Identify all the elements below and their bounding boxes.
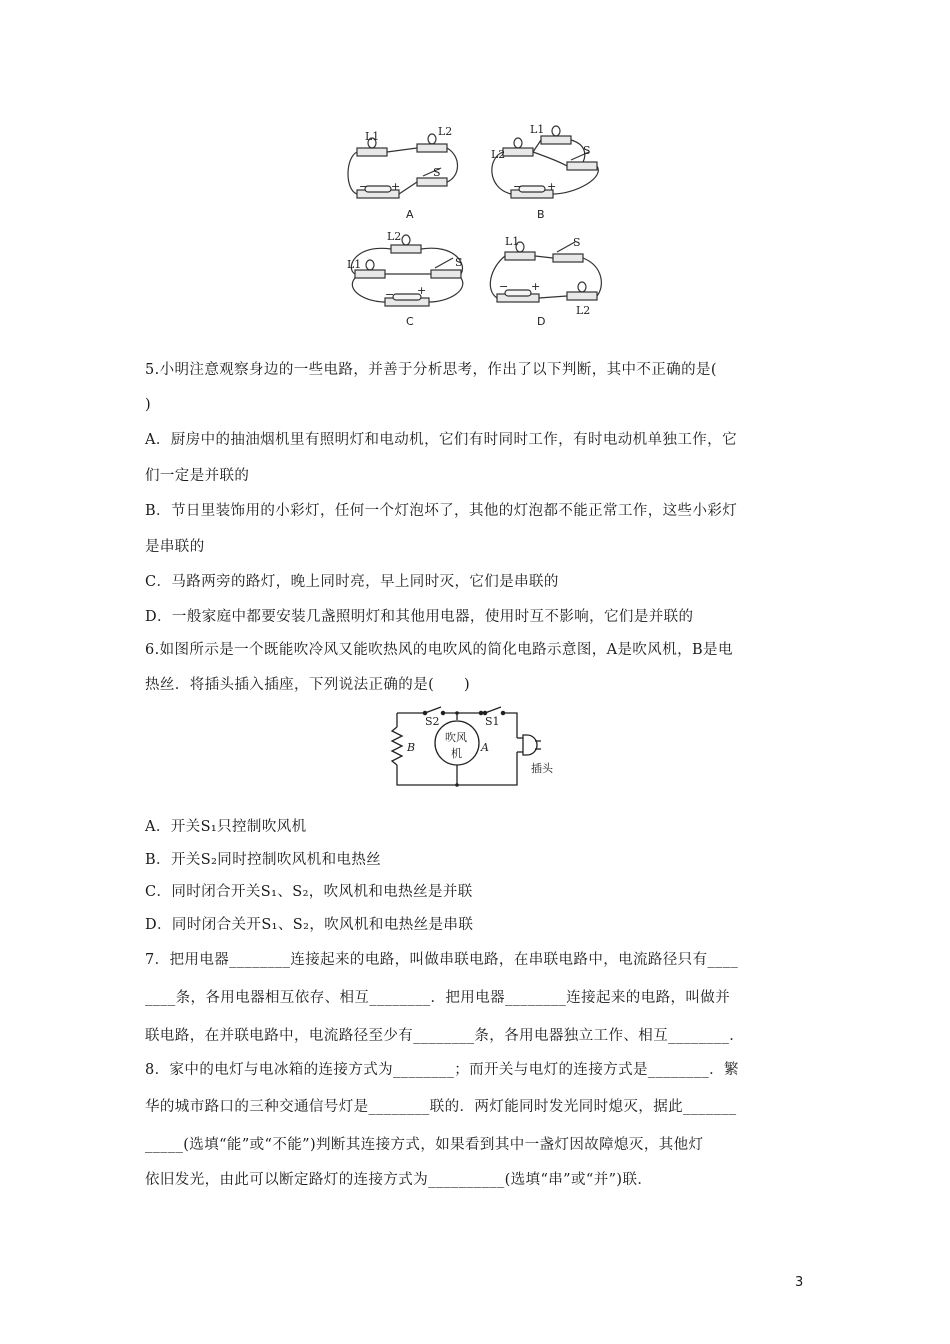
circuit-B [492, 126, 598, 198]
circuit-A-caption: A [406, 208, 414, 221]
hairdryer-motor-text-line1: 吹风 [445, 731, 467, 744]
circuit-A-switch-label: S [433, 166, 441, 179]
circuit-C-minus: − [385, 288, 395, 301]
circuit-B-caption: B [537, 208, 545, 221]
circuit-D-minus: − [499, 280, 509, 293]
q5-option-a-line1: A．厨房中的抽油烟机里有照明灯和电动机，它们有时同时工作，有时电动机单独工作，它 [145, 432, 737, 448]
q6-option-a: A．开关S₁只控制吹风机 [145, 819, 307, 835]
q8-line4: 依旧发光，由此可以断定路灯的连接方式为__________(选填“串”或“并”)联． [145, 1172, 653, 1188]
circuit-C-lamp2-label: L2 [387, 230, 402, 243]
q6-stem-line1: 6.如图所示是一个既能吹冷风又能吹热风的电吹风的简化电路示意图，A是吹风机，B是电 [145, 642, 733, 658]
circuit-B-lamp2-label: L2 [491, 148, 506, 161]
q8-line2: 华的城市路口的三种交通信号灯是________联的．两灯能同时发光同时熄灭，据此_______ [145, 1099, 737, 1115]
q5-option-a-line2: 们一定是并联的 [145, 468, 250, 484]
hairdryer-circuit-figure [385, 705, 595, 795]
circuit-A-lamp1-label: L1 [365, 130, 380, 143]
circuit-A-plus: + [391, 180, 401, 193]
q5-stem-line1: 5.小明注意观察身边的一些电路，并善于分析思考，作出了以下判断，其中不正确的是( [145, 362, 717, 378]
circuit-C-caption: C [406, 315, 414, 328]
circuit-C-plus: + [417, 284, 427, 297]
circuit-A-lamp2-label: L2 [438, 125, 453, 138]
q5-option-d: D．一般家庭中都要安装几盏照明灯和其他用电器，使用时互不影响，它们是并联的 [145, 609, 694, 625]
circuit-B-lamp1-label: L1 [530, 123, 545, 136]
circuit-D [490, 242, 601, 302]
q8-line1: 8．家中的电灯与电冰箱的连接方式为________；而开关与电灯的连接方式是________．繁 [145, 1062, 739, 1078]
circuit-C [351, 235, 462, 306]
circuit-A-minus: − [359, 180, 369, 193]
hairdryer-plug-label: 插头 [531, 762, 553, 775]
q6-option-c: C．同时闭合开关S₁、S₂，吹风机和电热丝是并联 [145, 884, 473, 900]
circuit-B-switch-label: S [583, 144, 591, 157]
hairdryer-motor-text-line2: 机 [451, 747, 462, 760]
circuit-B-minus: − [513, 180, 523, 193]
q6-option-d: D．同时闭合关开S₁、S₂，吹风机和电热丝是串联 [145, 917, 474, 933]
circuit-C-lamp1-label: L1 [347, 258, 362, 271]
hairdryer-s2-label: S2 [425, 715, 440, 728]
circuit-D-lamp2-label: L2 [576, 304, 591, 317]
q8-line3: _____(选填“能”或“不能”)判断其连接方式，如果看到其中一盏灯因故障熄灭，其他灯 [145, 1137, 704, 1153]
circuit-D-caption: D [537, 315, 546, 328]
circuit-options-figure [335, 118, 625, 333]
q7-line1: 7．把用电器________连接起来的电路，叫做串联电路，在串联电路中，电流路径只有____ [145, 952, 739, 968]
hairdryer-heater-label: B [407, 741, 416, 754]
circuit-C-switch-label: S [455, 256, 463, 269]
q6-option-b: B．开关S₂同时控制吹风机和电热丝 [145, 852, 382, 868]
circuit-D-switch-label: S [573, 236, 581, 249]
q7-line3: 联电路，在并联电路中，电流路径至少有________条，各用电器独立工作、相互________． [145, 1028, 745, 1044]
circuit-D-lamp1-label: L1 [505, 235, 520, 248]
q7-line2: ____条，各用电器相互依存、相互________．把用电器________连接起来的电路，叫做并 [145, 990, 731, 1006]
circuit-D-plus: + [531, 280, 541, 293]
q5-option-b-line2: 是串联的 [145, 539, 205, 555]
page-number: 3 [795, 1275, 804, 1290]
hairdryer-motor-label: A [481, 741, 489, 754]
q5-option-b-line1: B．节日里装饰用的小彩灯，任何一个灯泡坏了，其他的灯泡都不能正常工作，这些小彩灯 [145, 503, 738, 519]
q5-option-c: C．马路两旁的路灯，晚上同时亮，早上同时灭，它们是串联的 [145, 574, 559, 590]
hairdryer-s1-label: S1 [485, 715, 500, 728]
q6-stem-line2: 热丝．将插头插入插座，下列说法正确的是( ) [145, 677, 471, 693]
q5-stem-line2: ) [145, 397, 152, 413]
circuit-B-plus: + [547, 180, 557, 193]
